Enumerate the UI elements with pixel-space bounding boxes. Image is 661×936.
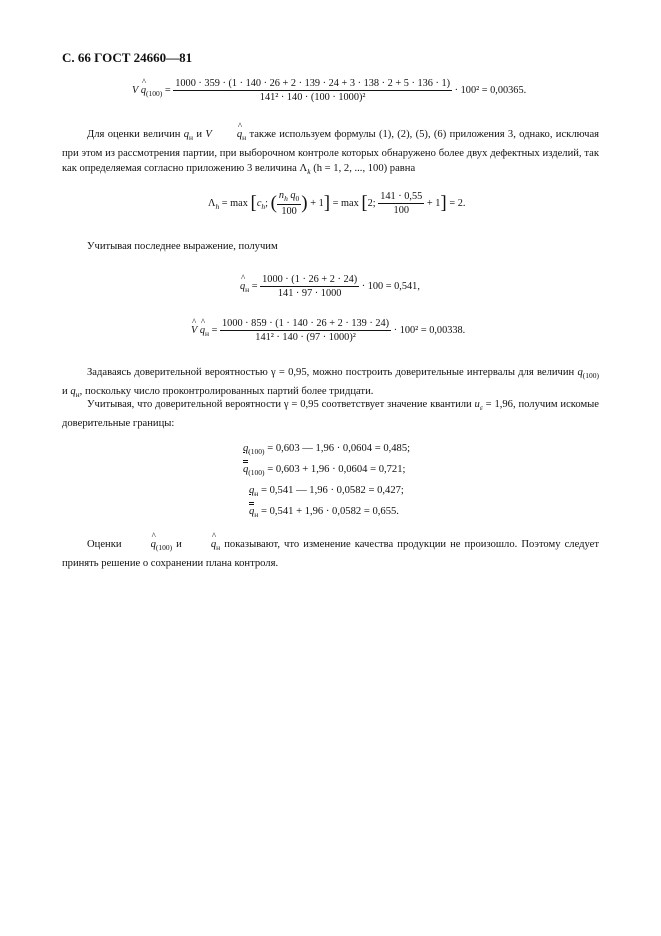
- p5-text-c: показывают, что изменение качества продукции не произошло. Поэтому следует принять решение о сохранении плана контроля.: [62, 539, 600, 569]
- u-subscript: ε: [479, 403, 483, 413]
- plus-one-1: + 1: [310, 197, 324, 209]
- q-subscript: (100): [146, 88, 163, 98]
- formula2-den2: 100: [378, 203, 424, 216]
- paragraph-given-expression: Учитывая последнее выражение, получим: [87, 241, 278, 252]
- formula1-denominator: 141² · 140 · (100 · 1000)²: [173, 90, 452, 103]
- p4-text-b: = 1,96, получим искомые доверительные границы:: [62, 399, 599, 429]
- u-symbol: u: [474, 399, 480, 410]
- paragraph-confidence-intervals: Задаваясь доверительной вероятностью γ = 0,95, можно построить доверительные интервалы для величин $q_{(100)}$ и $q_н$, поскольку число проконтролированных партий более тридцати.: [62, 367, 599, 399]
- formula3-numerator: 1000 · (1 · 26 + 2 · 24): [262, 274, 358, 285]
- n-symbol: n: [278, 190, 285, 201]
- formula4-tail: · 100² = 0,00338.: [393, 324, 466, 336]
- p5-text-a: Оценки: [87, 539, 126, 550]
- c-symbol: c: [256, 197, 262, 209]
- formula-q-n: ^ $q_н$ = $\frac{1000 \cdot (1 \cdot 26 + 2 \cdot 24)}{141 \cdot 97 \cdot 1000}$ · 100 = 0,541,: [240, 274, 420, 299]
- max-label-1: = max: [221, 197, 248, 209]
- max-label-2: = max: [332, 197, 359, 209]
- plus-one-2: + 1: [426, 197, 441, 209]
- formula2-den1: 100: [277, 204, 301, 217]
- page-header: С. 66 ГОСТ 24660—81: [62, 50, 193, 65]
- bound0-sub: (100): [248, 447, 265, 457]
- bound3-sub: н: [254, 510, 259, 520]
- bound0-expr: = 0,603 — 1,96 · 0,0604 = 0,485;: [264, 443, 411, 454]
- bound2-expr: = 0,541 — 1,96 · 0,0582 = 0,427;: [258, 485, 404, 496]
- bound-upper-q100: $q_{(100)} = 0,603 + 1,96 \cdot 0,0604 = 0,721$;: [243, 464, 406, 478]
- p3-text-c: , поскольку число проконтролированных партий более тридцати.: [79, 385, 374, 397]
- p3-text-b: и: [62, 385, 71, 397]
- bound-lower-qn: $q_н = 0,541$ — 1,96 · 0,0582 = 0,427;: [249, 485, 404, 499]
- q-hat-symbol: ^ q: [141, 85, 146, 96]
- bound1-sub: (100): [248, 468, 265, 478]
- lambda-symbol: Λ: [208, 197, 216, 209]
- p1-text-a: Для оценки величин: [87, 129, 184, 140]
- paragraph-conclusion: Оценки ^ $q_{(100)}$ и ^ $q_н$ показывают, что изменение качества продукции не произошло. Поэтому следует принять решение о сохранении плана контроля.: [62, 537, 599, 571]
- bound1-expr: = 0,603 + 1,96 · 0,0604 = 0,721;: [264, 464, 406, 475]
- formula2-num2: 141 · 0,55: [380, 191, 423, 203]
- p5-text-b: и: [172, 539, 186, 550]
- formula4-denominator: 141² · 140 · (97 · 1000)²: [220, 330, 391, 343]
- bound-upper-qn: $q_н = 0,541 + 1,96 \cdot 0,0582 = 0,655$.: [249, 506, 399, 520]
- paragraph-estimate-method: Для оценки величин $q_н$ и V^ $q_н$ также используем формулы (1), (2), (5), (6) приложения 3, однако, исключая при этом из рассмотрения партии, при выборочном контроле которых обнаружено более двух дефектных изделий, так как определяемая согласно приложению 3 величина $\Lambda_k$ (h = 1, 2, ..., 100) равна: [62, 127, 599, 179]
- paragraph-quantile: [62, 397, 599, 431]
- p1-text-c: также используем формулы (1), (2), (5), (6) приложения 3, однако, исключая при этом из рассмотрения партии, при выборочном контроле которых обнаружено более двух дефектных изделий, так как определяемая согласно приложению 3 величина: [62, 129, 600, 174]
- p3-text-a: Задаваясь доверительной вероятностью γ = 0,95, можно построить доверительные интервалы для величин: [87, 367, 578, 378]
- formula1-numerator: 1000 · 359 · (1 · 140 · 26 + 2 · 139 · 24 + 3 · 138 · 2 + 5 · 136 · 1): [175, 78, 451, 89]
- bound-lower-q100: $q_{(100)} = 0,603$ — 1,96 · 0,0604 = 0,485;: [243, 443, 411, 457]
- formula4-numerator: 1000 · 859 · (1 · 140 · 26 + 2 · 139 · 24): [222, 318, 390, 329]
- formula3-denominator: 141 · 97 · 1000: [260, 286, 359, 299]
- formula2-result: = 2.: [449, 197, 466, 209]
- formula-variance-q-n: ^ V ^ $q_н$ = $\frac{1000 \cdot 859 \cdot (1 \cdot 140 \cdot 26 + 2 \cdot 139 \cdot 24)}{\text{141² · 140 · (97 · 1000)²}}$ · 100² = 0,00338.: [191, 318, 465, 343]
- two-value: 2;: [367, 197, 376, 209]
- p1-text-d: (h = 1, 2, ..., 100) равна: [310, 162, 416, 174]
- formula3-tail: · 100 = 0,541,: [361, 280, 420, 292]
- p4-text-a: Учитывая, что доверительной вероятности γ = 0,95 соответствует значение квантили: [87, 399, 475, 410]
- formula-lambda: $\Lambda_h = \max [c_h$; ( $\frac{n_h q_0}{100}$ ) + 1] = max [2; $\frac{141 \cdot 0,55}{100}$ + 1] = 2.: [208, 190, 466, 218]
- bound3-expr: = 0,541 + 1,96 · 0,0582 = 0,655.: [258, 506, 399, 517]
- p1-text-b: и: [193, 129, 206, 140]
- bound2-sub: н: [254, 489, 259, 499]
- formula-variance-q100: V ^ $q_{(100)}$ = 1000 · 359 · (1 · 140 · 26 + 2 · 139 · 24 + 3 · 138 · 2 + 5 · 136 · 1) 141² · 140 · (100 · 1000)² · 100² = 0,00365.: [132, 78, 526, 103]
- formula1-tail: · 100² = 0,00365.: [454, 84, 527, 96]
